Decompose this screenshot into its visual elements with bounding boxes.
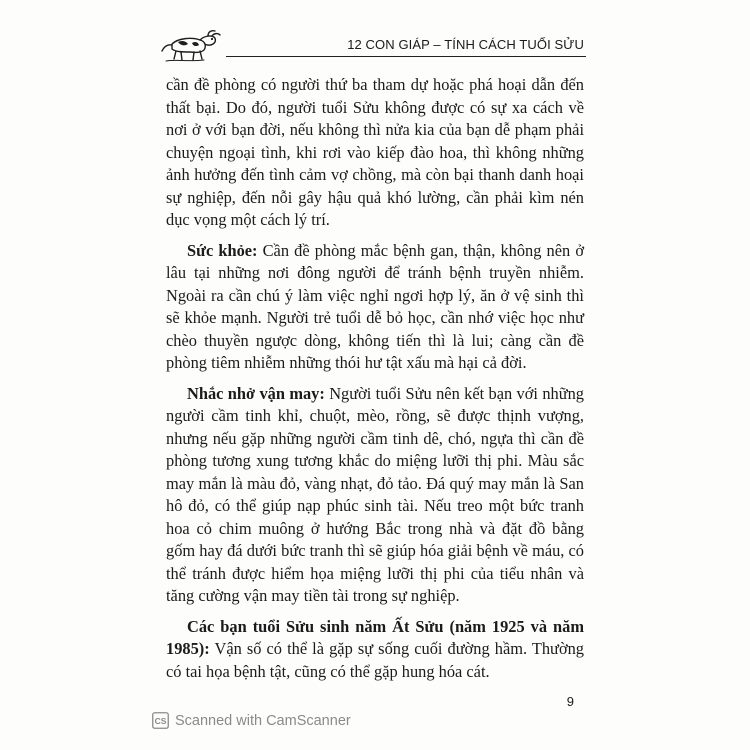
paragraph-text: Cần đề phòng mắc bệnh gan, thận, không nên ở lâu tại những nơi đông người để tránh bệnh truyền nhiễm. Ngoài ra cần chú ý làm việc nghỉ ngơi hợp lý, ăn ở vệ sinh thì sẽ khỏe mạnh. Người trẻ tuổi dễ bỏ học, cần nhớ việc học như chèo thuyền ngược dòng, không tiến thì là lui; càng cần đề phòng tiêm nhiễm những thói hư tật xấu mà hại cả đời.: [166, 240, 584, 372]
paragraph-lead: Các bạn tuổi Sửu sinh năm Ất Sửu (năm 1925 và năm 1985):: [166, 616, 584, 658]
ox-sketch-icon: [158, 28, 222, 64]
paragraph-text: Vận số có thể là gặp sự sống cuối đường hầm. Thường có tai họa bệnh tật, cũng có thể gặp hung hóa cát.: [166, 639, 584, 681]
running-title: 12 CON GIÁP – TÍNH CÁCH TUỔI SỬU: [347, 37, 584, 52]
paragraph-lead: Nhắc nhở vận may:: [187, 383, 325, 403]
paragraph-text: Người tuổi Sửu nên kết bạn với những người cầm tinh khỉ, chuột, mèo, rồng, sẽ được thịnh vượng, nhưng nếu gặp những người cầm tinh dê, chó, ngựa thì cần đề phòng tương xung tương khắc do miệng lưỡi thị phi. Màu sắc may mắn là màu đỏ, vàng nhạt, đỏ tảo. Đá quý may mắn là San hô đỏ, có thể giúp nạp phúc sinh tài. Nếu treo một bức tranh hoa cỏ chim muông ở hướng Bắc trong nhà và đặt đồ bằng gốm hay đá dưới bức tranh thì sẽ giúp hóa giải bệnh về máu, có thể tránh được hiểm họa miệng lưỡi thị phi của tiểu nhân và tăng cường vận may tiền tài trong sự nghiệp.: [166, 383, 584, 605]
paragraph-text: cần đề phòng có người thứ ba tham dự hoặc phá hoại dẫn đến thất bại. Do đó, người tuổi Sửu không được có sự xa cách về nơi ở với bạn đời, nếu không thì nửa kia của bạn dễ phạm phải chuyện ngoại tình, khi rơi vào kiếp đào hoa, thì không những ảnh hưởng đến tình cảm vợ chồng, mà còn bại thanh danh hoại sự nghiệp, đến nỗi gây hậu quả khó lường, cần phải kìm nén dục vọng một cách lý trí.: [166, 75, 584, 229]
watermark-text: Scanned with CamScanner: [175, 712, 351, 729]
svg-text:CS: CS: [154, 716, 167, 726]
paragraph-health: [166, 240, 584, 375]
scanner-watermark: [152, 712, 351, 729]
paragraph-luck: [166, 383, 584, 608]
header-rule: [226, 56, 586, 57]
paragraph-continuation: [166, 74, 584, 232]
body-text: [166, 74, 584, 691]
paragraph-at-suu: [166, 616, 584, 684]
camscanner-logo-icon: [152, 712, 169, 729]
page-number: 9: [566, 694, 574, 709]
paragraph-lead: Sức khỏe:: [187, 240, 258, 260]
